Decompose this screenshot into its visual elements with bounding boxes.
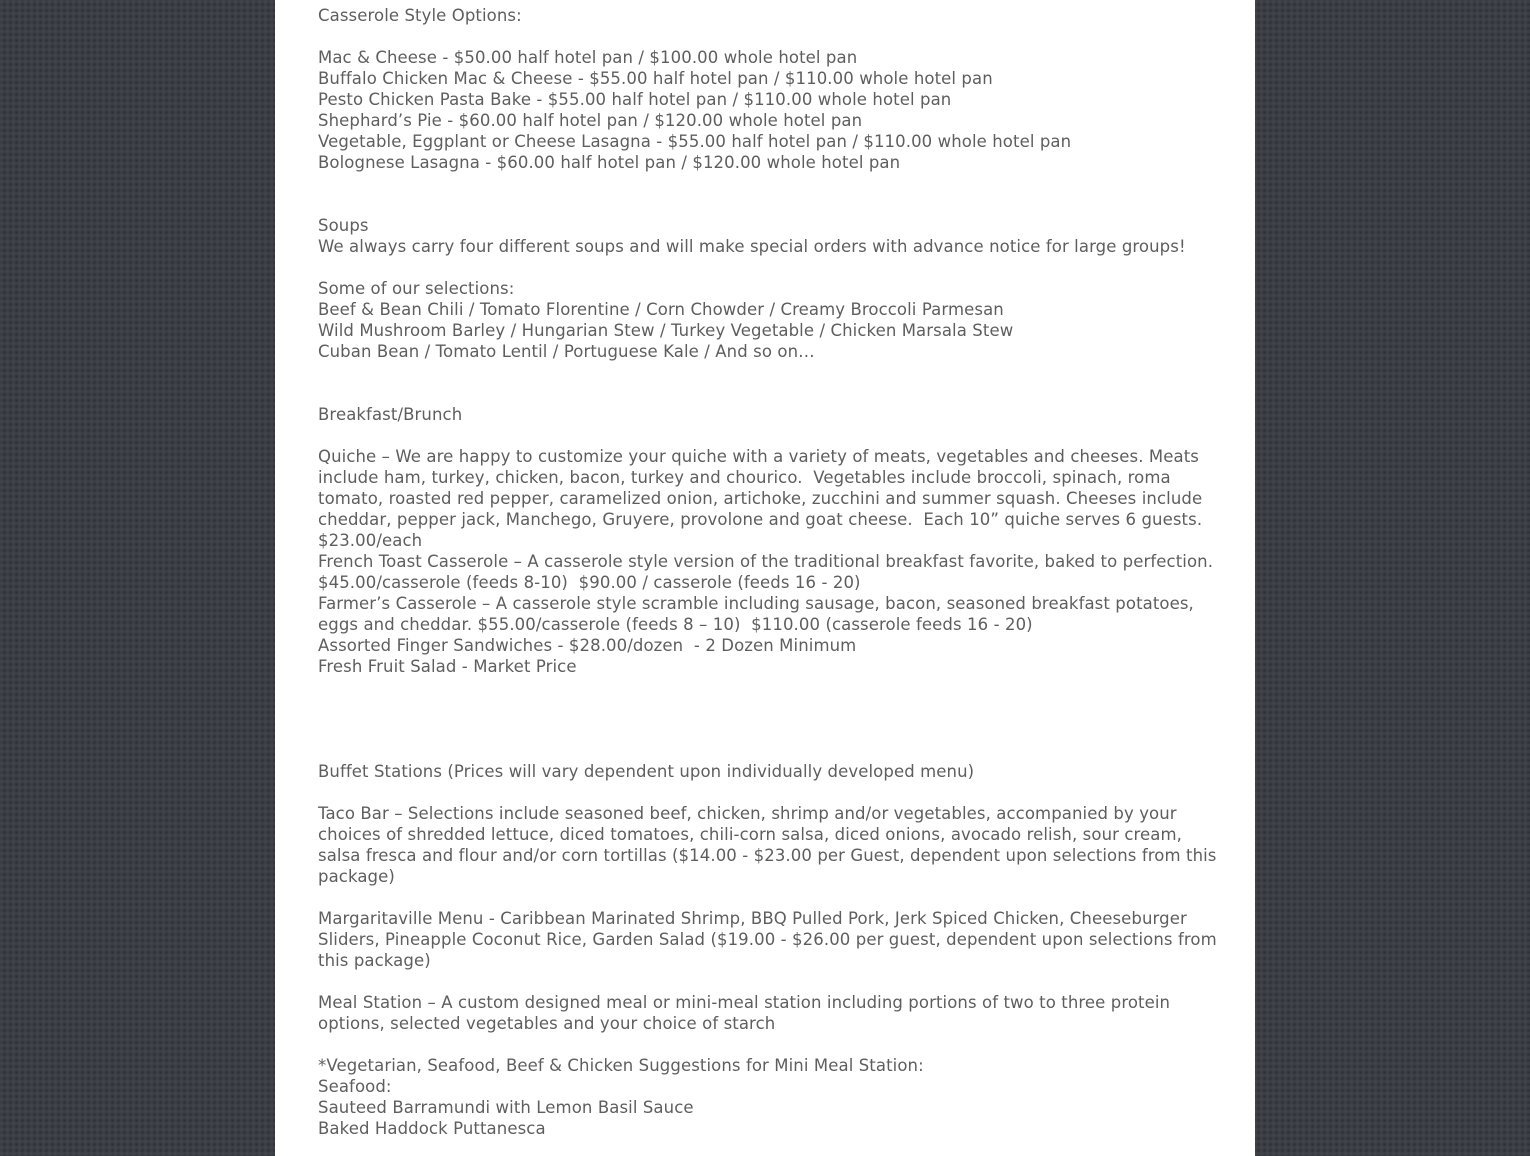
soups-heading: Soups xyxy=(318,216,369,235)
soups-intro: We always carry four different soups and will make special orders with advance notice for large groups! xyxy=(318,237,1186,256)
breakfast-item: Farmer’s Casserole – A casserole style scramble including sausage, bacon, seasoned breakfast potatoes, eggs and cheddar. $55.00/casserole (feeds 8 – 10) $110.00 (casserole feeds 16 - 20) xyxy=(318,594,1200,634)
breakfast-item: Assorted Finger Sandwiches - $28.00/dozen - 2 Dozen Minimum xyxy=(318,636,857,655)
buffet-heading: Buffet Stations (Prices will vary dependent upon individually developed menu) xyxy=(318,762,975,781)
casserole-item: Buffalo Chicken Mac & Cheese - $55.00 half hotel pan / $110.00 whole hotel pan xyxy=(318,69,993,88)
breakfast-item: French Toast Casserole – A casserole style version of the traditional breakfast favorite, baked to perfection. $45.00/casserole (feeds 8-10) $90.00 / casserole (feeds 16 - 20) xyxy=(318,552,1224,592)
casserole-item: Vegetable, Eggplant or Cheese Lasagna - $55.00 half hotel pan / $110.00 whole hotel pan xyxy=(318,132,1072,151)
soup-selection: Cuban Bean / Tomato Lentil / Portuguese Kale / And so on… xyxy=(318,342,815,361)
casserole-item: Shephard’s Pie - $60.00 half hotel pan / $120.00 whole hotel pan xyxy=(318,111,863,130)
breakfast-item: Quiche – We are happy to customize your quiche with a variety of meats, vegetables and cheeses. Meats include ham, turkey, chicken, bacon, turkey and chourico. Vegetables include broccoli, spinach, roma tomato, roasted red pepper, caramelized onion, artichoke, zucchini and summer squash. Cheeses include cheddar, pepper jack, Manchego, Gruyere, provolone and goat cheese. Each 10” quiche serves 6 guests. $23.00/each xyxy=(318,447,1208,550)
buffet-margaritaville: Margaritaville Menu - Caribbean Marinated Shrimp, BBQ Pulled Pork, Jerk Spiced Chicken, Cheeseburger Sliders, Pineapple Coconut Rice, Garden Salad ($19.00 - $26.00 per guest, dependent upon selections from this package) xyxy=(318,909,1223,970)
menu-page xyxy=(275,0,1255,1156)
breakfast-heading: Breakfast/Brunch xyxy=(318,405,463,424)
soup-selection: Beef & Bean Chili / Tomato Florentine / Corn Chowder / Creamy Broccoli Parmesan xyxy=(318,300,1004,319)
breakfast-item: Fresh Fruit Salad - Market Price xyxy=(318,657,577,676)
seafood-item: Baked Haddock Puttanesca xyxy=(318,1119,546,1138)
soup-selection: Wild Mushroom Barley / Hungarian Stew / Turkey Vegetable / Chicken Marsala Stew xyxy=(318,321,1014,340)
casserole-item: Mac & Cheese - $50.00 half hotel pan / $100.00 whole hotel pan xyxy=(318,48,858,67)
suggestions-heading: *Vegetarian, Seafood, Beef & Chicken Suggestions for Mini Meal Station: xyxy=(318,1056,924,1075)
soups-selections-label: Some of our selections: xyxy=(318,279,515,298)
buffet-meal-station: Meal Station – A custom designed meal or mini-meal station including portions of two to three protein options, selected vegetables and your choice of starch xyxy=(318,993,1176,1033)
casserole-item: Pesto Chicken Pasta Bake - $55.00 half hotel pan / $110.00 whole hotel pan xyxy=(318,90,952,109)
casserole-item: Bolognese Lasagna - $60.00 half hotel pan / $120.00 whole hotel pan xyxy=(318,153,901,172)
buffet-taco-bar: Taco Bar – Selections include seasoned beef, chicken, shrimp and/or vegetables, accompanied by your choices of shredded lettuce, diced tomatoes, chili-corn salsa, diced onions, avocado relish, sour cream, salsa fresca and flour and/or corn tortillas ($14.00 - $23.00 per Guest, dependent upon selections from this package) xyxy=(318,804,1222,886)
casserole-heading: Casserole Style Options: xyxy=(318,6,522,25)
seafood-item: Sauteed Barramundi with Lemon Basil Sauce xyxy=(318,1098,694,1117)
seafood-label: Seafood: xyxy=(318,1077,392,1096)
menu-content xyxy=(318,5,1224,1139)
